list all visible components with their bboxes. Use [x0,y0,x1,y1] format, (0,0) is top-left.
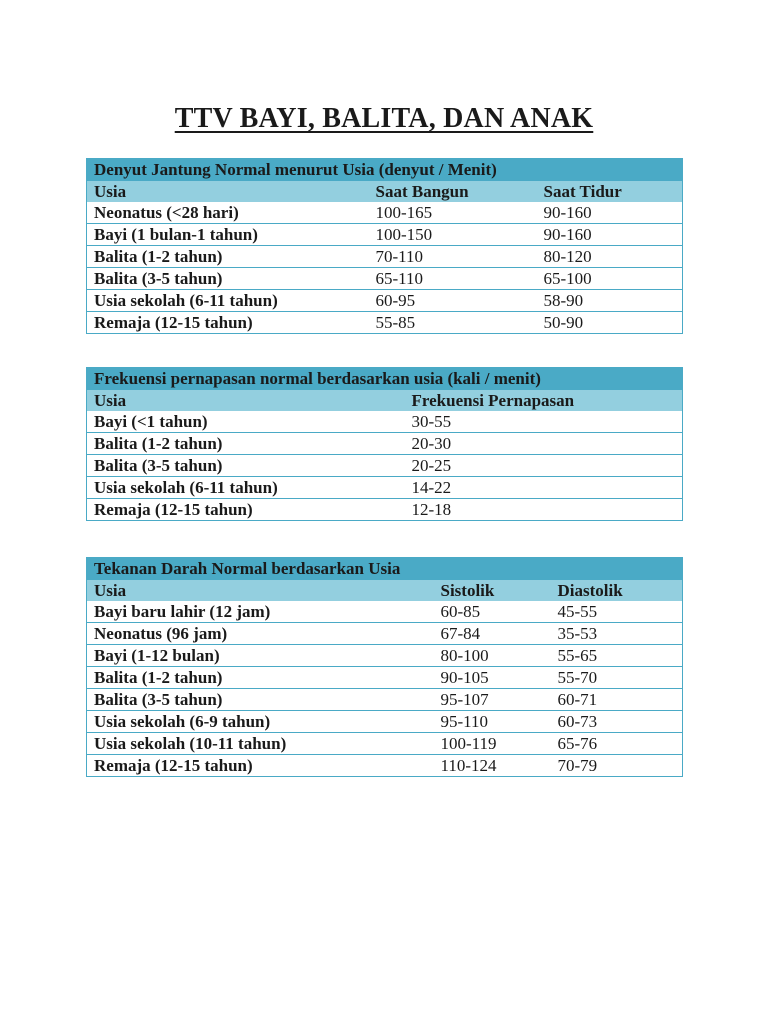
age-cell: Usia sekolah (6-11 tahun) [87,477,405,499]
age-cell: Bayi baru lahir (12 jam) [87,601,434,623]
column-header-age: Usia [87,580,434,602]
column-header-asleep: Saat Tidur [537,181,683,203]
table-caption: Tekanan Darah Normal berdasarkan Usia [87,558,683,580]
value-cell: 95-110 [434,711,551,733]
age-cell: Usia sekolah (6-9 tahun) [87,711,434,733]
respiration-table [86,367,683,521]
age-cell: Balita (1-2 tahun) [87,246,369,268]
value-cell: 55-70 [551,667,683,689]
age-cell: Usia sekolah (10-11 tahun) [87,733,434,755]
value-cell: 58-90 [537,290,683,312]
table-row [87,268,683,290]
table-row [87,246,683,268]
value-cell: 55-85 [369,312,537,334]
table-row [87,433,683,455]
value-cell: 55-65 [551,645,683,667]
table-row [87,755,683,777]
table-row [87,623,683,645]
column-header-systolic: Sistolik [434,580,551,602]
age-cell: Bayi (1-12 bulan) [87,645,434,667]
value-cell: 60-95 [369,290,537,312]
value-cell: 65-76 [551,733,683,755]
column-header-respiration: Frekuensi Pernapasan [405,390,683,412]
value-cell: 20-25 [405,455,683,477]
table-row [87,601,683,623]
value-cell: 12-18 [405,499,683,521]
value-cell: 90-160 [537,202,683,224]
column-header-age: Usia [87,390,405,412]
table-row [87,645,683,667]
age-cell: Remaja (12-15 tahun) [87,312,369,334]
table-row [87,202,683,224]
value-cell: 65-110 [369,268,537,290]
value-cell: 70-110 [369,246,537,268]
value-cell: 30-55 [405,411,683,433]
value-cell: 14-22 [405,477,683,499]
table-row [87,477,683,499]
age-cell: Remaja (12-15 tahun) [87,755,434,777]
column-header-age: Usia [87,181,369,203]
age-cell: Usia sekolah (6-11 tahun) [87,290,369,312]
value-cell: 70-79 [551,755,683,777]
value-cell: 67-84 [434,623,551,645]
value-cell: 110-124 [434,755,551,777]
page-title: TTV BAYI, BALITA, DAN ANAK [174,103,594,134]
table-caption: Frekuensi pernapasan normal berdasarkan usia (kali / menit) [87,368,683,390]
column-header-diastolic: Diastolik [551,580,683,602]
blood-pressure-table [86,557,683,777]
value-cell: 60-73 [551,711,683,733]
value-cell: 95-107 [434,689,551,711]
table-row [87,455,683,477]
table-row [87,411,683,433]
age-cell: Balita (3-5 tahun) [87,689,434,711]
heart-rate-table [86,158,683,334]
value-cell: 50-90 [537,312,683,334]
value-cell: 65-100 [537,268,683,290]
table-caption: Denyut Jantung Normal menurut Usia (denyut / Menit) [87,159,683,181]
table-row [87,290,683,312]
table-row [87,733,683,755]
age-cell: Neonatus (<28 hari) [87,202,369,224]
table-row [87,312,683,334]
value-cell: 35-53 [551,623,683,645]
value-cell: 80-120 [537,246,683,268]
age-cell: Balita (1-2 tahun) [87,667,434,689]
age-cell: Bayi (<1 tahun) [87,411,405,433]
table-row [87,667,683,689]
column-header-awake: Saat Bangun [369,181,537,203]
age-cell: Neonatus (96 jam) [87,623,434,645]
table-row [87,499,683,521]
value-cell: 90-105 [434,667,551,689]
value-cell: 60-85 [434,601,551,623]
table-row [87,711,683,733]
value-cell: 100-150 [369,224,537,246]
age-cell: Bayi (1 bulan-1 tahun) [87,224,369,246]
value-cell: 100-119 [434,733,551,755]
value-cell: 90-160 [537,224,683,246]
age-cell: Balita (1-2 tahun) [87,433,405,455]
value-cell: 45-55 [551,601,683,623]
age-cell: Balita (3-5 tahun) [87,455,405,477]
value-cell: 60-71 [551,689,683,711]
value-cell: 80-100 [434,645,551,667]
table-row [87,224,683,246]
age-cell: Balita (3-5 tahun) [87,268,369,290]
value-cell: 100-165 [369,202,537,224]
value-cell: 20-30 [405,433,683,455]
age-cell: Remaja (12-15 tahun) [87,499,405,521]
table-row [87,689,683,711]
